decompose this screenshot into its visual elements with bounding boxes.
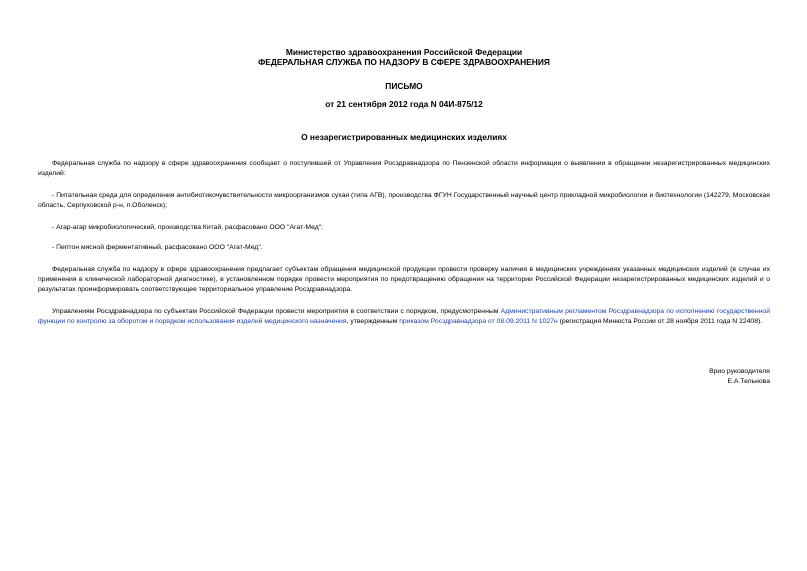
paragraph-item-1: - Питательная среда для определения антибиотикочувствительности микроорганизмов сухая (типа АГВ), производства ФГУН Государственный научный центр прикладной микробиологии и биотехнологии (142279, Московская область, Серпуховской р-н, п.Оболенск); [38,192,770,209]
document-type: ПИСЬМО [385,81,423,91]
instruction-text-a: Управлениям Росздравнадзора по субъектам Российской Федерации провести мероприятия в соответствии с порядком, предусмотренным [52,308,501,315]
paragraph-proposal: Федеральная служба по надзору в сфере здравоохранения предлагает субъектам обращения медицинской продукции провести проверку наличия в медицинских учреждениях указанных медицинских изделий (в случае их применения в клинической лабораторной диагностике), в установленном порядке провести мероприятия по предотвращению обращения на территории Российской Федерации незарегистрированных медицинских изделий и о результатах проинформировать соответствующее территориальное управление Росздравнадзора. [38,266,770,293]
order-link[interactable]: приказом Росздравнадзора от 08.09.2011 N 1027н [399,317,558,325]
paragraph-instruction [38,307,770,327]
regulation-link[interactable]: Административным регламентом Росздравнадзора по исполнению государственной функции по контролю за оборотом и порядком использования изделий медицинского назначения [38,308,770,325]
ministry-name: Министерство здравоохранения Российской Федерации [285,47,523,57]
signature-block [709,367,770,387]
signature-name: Е.А.Тельнова [727,378,770,385]
paragraph-item-2: - Агар-агар микробиологический, производства Китай, расфасовано ООО "Агат-Мед"; [52,224,324,231]
document-date: от 21 сентября 2012 года N 04И-875/12 [325,99,483,109]
paragraph-intro: Федеральная служба по надзору в сфере здравоохранения сообщает о поступившей от Управления Росздравнадзора по Пензенской области информации о выявлении в обращении незарегистрированных медицинских изделий: [38,160,770,177]
paragraph-item-3: - Пептон мясной ферментативный, расфасовано ООО "Агат-Мед". [52,244,263,251]
service-name: ФЕДЕРАЛЬНАЯ СЛУЖБА ПО НАДЗОРУ В СФЕРЕ ЗДРАВООХРАНЕНИЯ [258,57,550,67]
signature-position: Врио руководителя [709,368,770,375]
instruction-text-c: (регистрация Минюста России от 28 ноября 2011 года N 22408). [557,317,763,325]
document-subject: О незарегистрированных медицинских изделиях [301,132,507,142]
document-header [38,47,770,67]
instruction-text-b: , утвержденным [346,317,400,325]
